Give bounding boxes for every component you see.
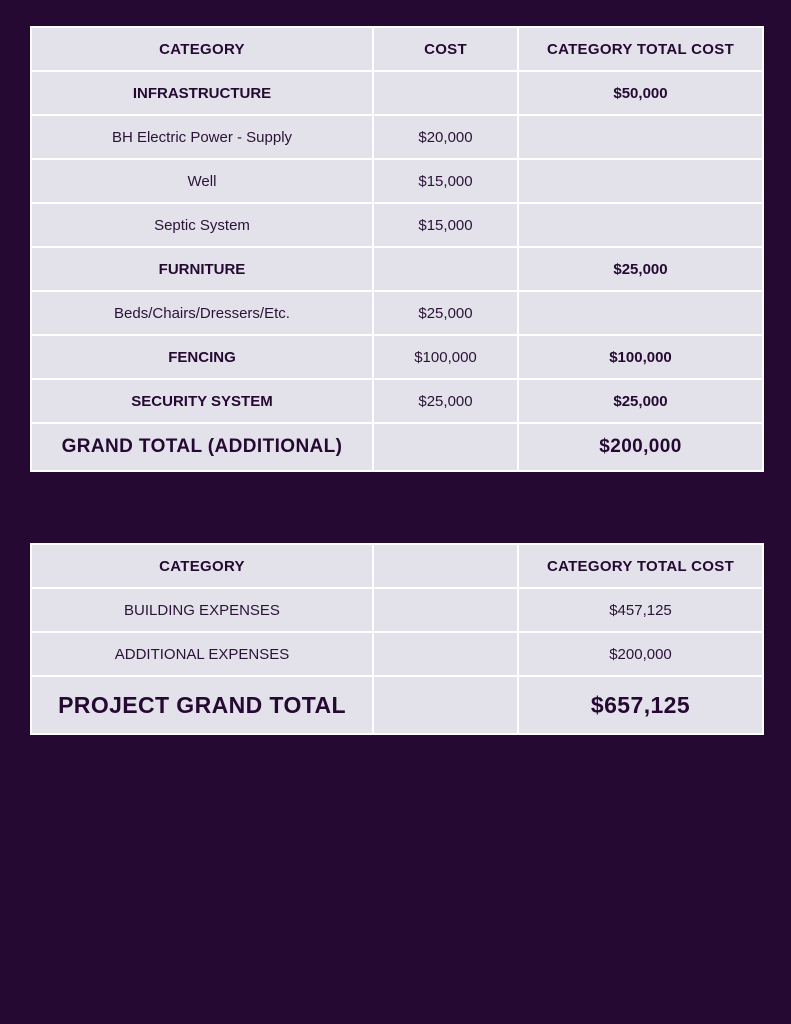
row-category: Septic System <box>31 203 373 247</box>
header-category: CATEGORY <box>31 544 373 588</box>
row-total: $200,000 <box>518 632 763 676</box>
table-row <box>31 159 763 203</box>
header-cost: COST <box>373 27 518 71</box>
table-header-row <box>31 27 763 71</box>
table-row <box>31 71 763 115</box>
header-category-total: CATEGORY TOTAL COST <box>518 27 763 71</box>
project-grand-total-value: $657,125 <box>518 676 763 734</box>
header-category-total: CATEGORY TOTAL COST <box>518 544 763 588</box>
table-row <box>31 588 763 632</box>
table-header-row <box>31 544 763 588</box>
grand-total-value: $200,000 <box>518 423 763 471</box>
project-grand-total-row <box>31 676 763 734</box>
row-total <box>518 203 763 247</box>
table-row <box>31 335 763 379</box>
row-category: ADDITIONAL EXPENSES <box>31 632 373 676</box>
row-category: BUILDING EXPENSES <box>31 588 373 632</box>
row-total: $25,000 <box>518 379 763 423</box>
row-cost <box>373 71 518 115</box>
row-cost: $20,000 <box>373 115 518 159</box>
project-grand-total-label: PROJECT GRAND TOTAL <box>31 676 373 734</box>
row-cost: $25,000 <box>373 379 518 423</box>
table-row <box>31 632 763 676</box>
row-total <box>518 159 763 203</box>
row-cost: $15,000 <box>373 203 518 247</box>
row-total: $457,125 <box>518 588 763 632</box>
row-cost: $15,000 <box>373 159 518 203</box>
row-total: $100,000 <box>518 335 763 379</box>
grand-total-row <box>31 423 763 471</box>
table-row <box>31 379 763 423</box>
row-total: $50,000 <box>518 71 763 115</box>
row-total <box>518 115 763 159</box>
grand-total-label: GRAND TOTAL (ADDITIONAL) <box>31 423 373 471</box>
row-category: Well <box>31 159 373 203</box>
project-summary-table <box>30 543 764 735</box>
table-row <box>31 203 763 247</box>
header-category: CATEGORY <box>31 27 373 71</box>
project-grand-total-middle <box>373 676 518 734</box>
table-row <box>31 291 763 335</box>
row-category: SECURITY SYSTEM <box>31 379 373 423</box>
header-middle <box>373 544 518 588</box>
row-category: INFRASTRUCTURE <box>31 71 373 115</box>
row-middle <box>373 632 518 676</box>
row-category: FURNITURE <box>31 247 373 291</box>
row-total <box>518 291 763 335</box>
row-total: $25,000 <box>518 247 763 291</box>
table-row <box>31 247 763 291</box>
row-cost: $25,000 <box>373 291 518 335</box>
row-cost: $100,000 <box>373 335 518 379</box>
row-category: FENCING <box>31 335 373 379</box>
grand-total-cost <box>373 423 518 471</box>
additional-expenses-table <box>30 26 764 472</box>
row-category: Beds/Chairs/Dressers/Etc. <box>31 291 373 335</box>
table-row <box>31 115 763 159</box>
row-middle <box>373 588 518 632</box>
row-category: BH Electric Power - Supply <box>31 115 373 159</box>
row-cost <box>373 247 518 291</box>
